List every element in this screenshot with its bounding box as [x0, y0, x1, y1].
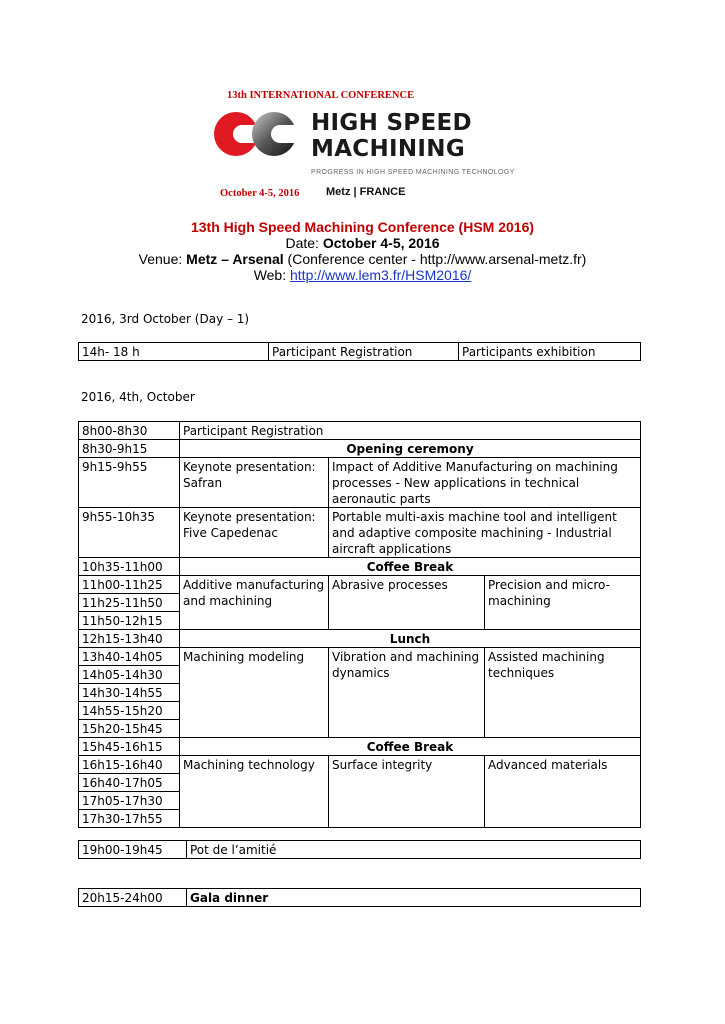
web-link[interactable]: http://www.lem3.fr/HSM2016/	[290, 267, 472, 283]
venue-line	[0, 251, 725, 267]
venue-details: (Conference center - http://www.arsenal-metz.fr)	[283, 251, 587, 267]
table-row	[79, 576, 641, 594]
date-line	[0, 235, 725, 251]
time-cell: 15h45-16h15	[79, 738, 180, 756]
venue-name: Metz – Arsenal	[186, 251, 284, 267]
evening1-table	[78, 840, 641, 859]
event-cell: Coffee Break	[180, 738, 641, 756]
table-row	[79, 458, 641, 508]
table-row	[79, 738, 641, 756]
day2-table	[78, 421, 641, 828]
session-cell: Surface integrity	[329, 756, 485, 828]
time-cell: 20h15-24h00	[79, 889, 187, 907]
event-cell: Opening ceremony	[180, 440, 641, 458]
time-cell: 19h00-19h45	[79, 841, 187, 859]
session-cell: Advanced materials	[485, 756, 641, 828]
time-cell: 14h30-14h55	[79, 684, 180, 702]
time-cell: 17h05-17h30	[79, 792, 180, 810]
conference-dates: October 4-5, 2016	[220, 188, 300, 199]
conference-location: Metz | FRANCE	[326, 186, 406, 198]
session-cell: Precision and micro-machining	[485, 576, 641, 630]
time-cell: 11h00-11h25	[79, 576, 180, 594]
keynote-topic: Impact of Additive Manufacturing on machining processes - New applications in technical aeronautic parts	[329, 458, 641, 508]
time-cell: 8h30-9h15	[79, 440, 180, 458]
evening2-table	[78, 888, 641, 907]
session-cell: Assisted machining techniques	[485, 648, 641, 738]
time-cell: 8h00-8h30	[79, 422, 180, 440]
date-value: October 4-5, 2016	[322, 235, 440, 251]
web-line	[0, 267, 725, 283]
keynote-topic: Portable multi-axis machine tool and intelligent and adaptive composite machining - Industrial aircraft applications	[329, 508, 641, 558]
event-cell: Participants exhibition	[459, 343, 641, 361]
event-cell: Coffee Break	[180, 558, 641, 576]
table-row	[79, 630, 641, 648]
event-cell: Gala dinner	[187, 889, 641, 907]
table-row	[79, 343, 641, 361]
table-row	[79, 440, 641, 458]
time-cell: 9h55-10h35	[79, 508, 180, 558]
session-cell: Machining technology	[180, 756, 329, 828]
event-cell: Lunch	[180, 630, 641, 648]
brand-line-1: HIGH SPEED	[311, 110, 472, 136]
table-row	[79, 889, 641, 907]
day2-heading: 2016, 4th, October	[81, 390, 195, 404]
session-cell: Machining modeling	[180, 648, 329, 738]
event-cell: Participant Registration	[180, 422, 641, 440]
web-label: Web:	[253, 267, 290, 283]
time-cell: 13h40-14h05	[79, 648, 180, 666]
table-row	[79, 648, 641, 666]
day1-table	[78, 342, 641, 361]
session-cell: Abrasive processes	[329, 576, 485, 630]
time-cell: 15h20-15h45	[79, 720, 180, 738]
table-row	[79, 558, 641, 576]
event-cell: Participant Registration	[269, 343, 459, 361]
time-cell: 10h35-11h00	[79, 558, 180, 576]
time-cell: 11h25-11h50	[79, 594, 180, 612]
tagline: PROGRESS IN HIGH SPEED MACHINING TECHNOLOGY	[311, 169, 515, 176]
venue-label: Venue:	[138, 251, 187, 267]
date-label: Date:	[285, 235, 323, 251]
keynote-speaker: Keynote presentation: Five Capedenac	[180, 508, 329, 558]
time-cell: 11h50-12h15	[79, 612, 180, 630]
conference-line: 13th INTERNATIONAL CONFERENCE	[227, 90, 415, 101]
time-cell: 17h30-17h55	[79, 810, 180, 828]
table-row	[79, 508, 641, 558]
time-cell: 14h05-14h30	[79, 666, 180, 684]
day1-heading: 2016, 3rd October (Day – 1)	[81, 312, 250, 326]
time-cell: 12h15-13h40	[79, 630, 180, 648]
brand-line-2: MACHINING	[311, 136, 466, 162]
table-row	[79, 756, 641, 774]
keynote-speaker: Keynote presentation: Safran	[180, 458, 329, 508]
time-cell: 16h15-16h40	[79, 756, 180, 774]
table-row	[79, 841, 641, 859]
event-cell: Pot de l’amitié	[187, 841, 641, 859]
session-cell: Vibration and machining dynamics	[329, 648, 485, 738]
table-row	[79, 422, 641, 440]
time-cell: 9h15-9h55	[79, 458, 180, 508]
conference-title: 13th High Speed Machining Conference (HSM 2016)	[190, 219, 535, 235]
time-cell: 14h55-15h20	[79, 702, 180, 720]
session-cell: Additive manufacturing and machining	[180, 576, 329, 630]
time-cell: 16h40-17h05	[79, 774, 180, 792]
time-cell: 14h- 18 h	[79, 343, 269, 361]
